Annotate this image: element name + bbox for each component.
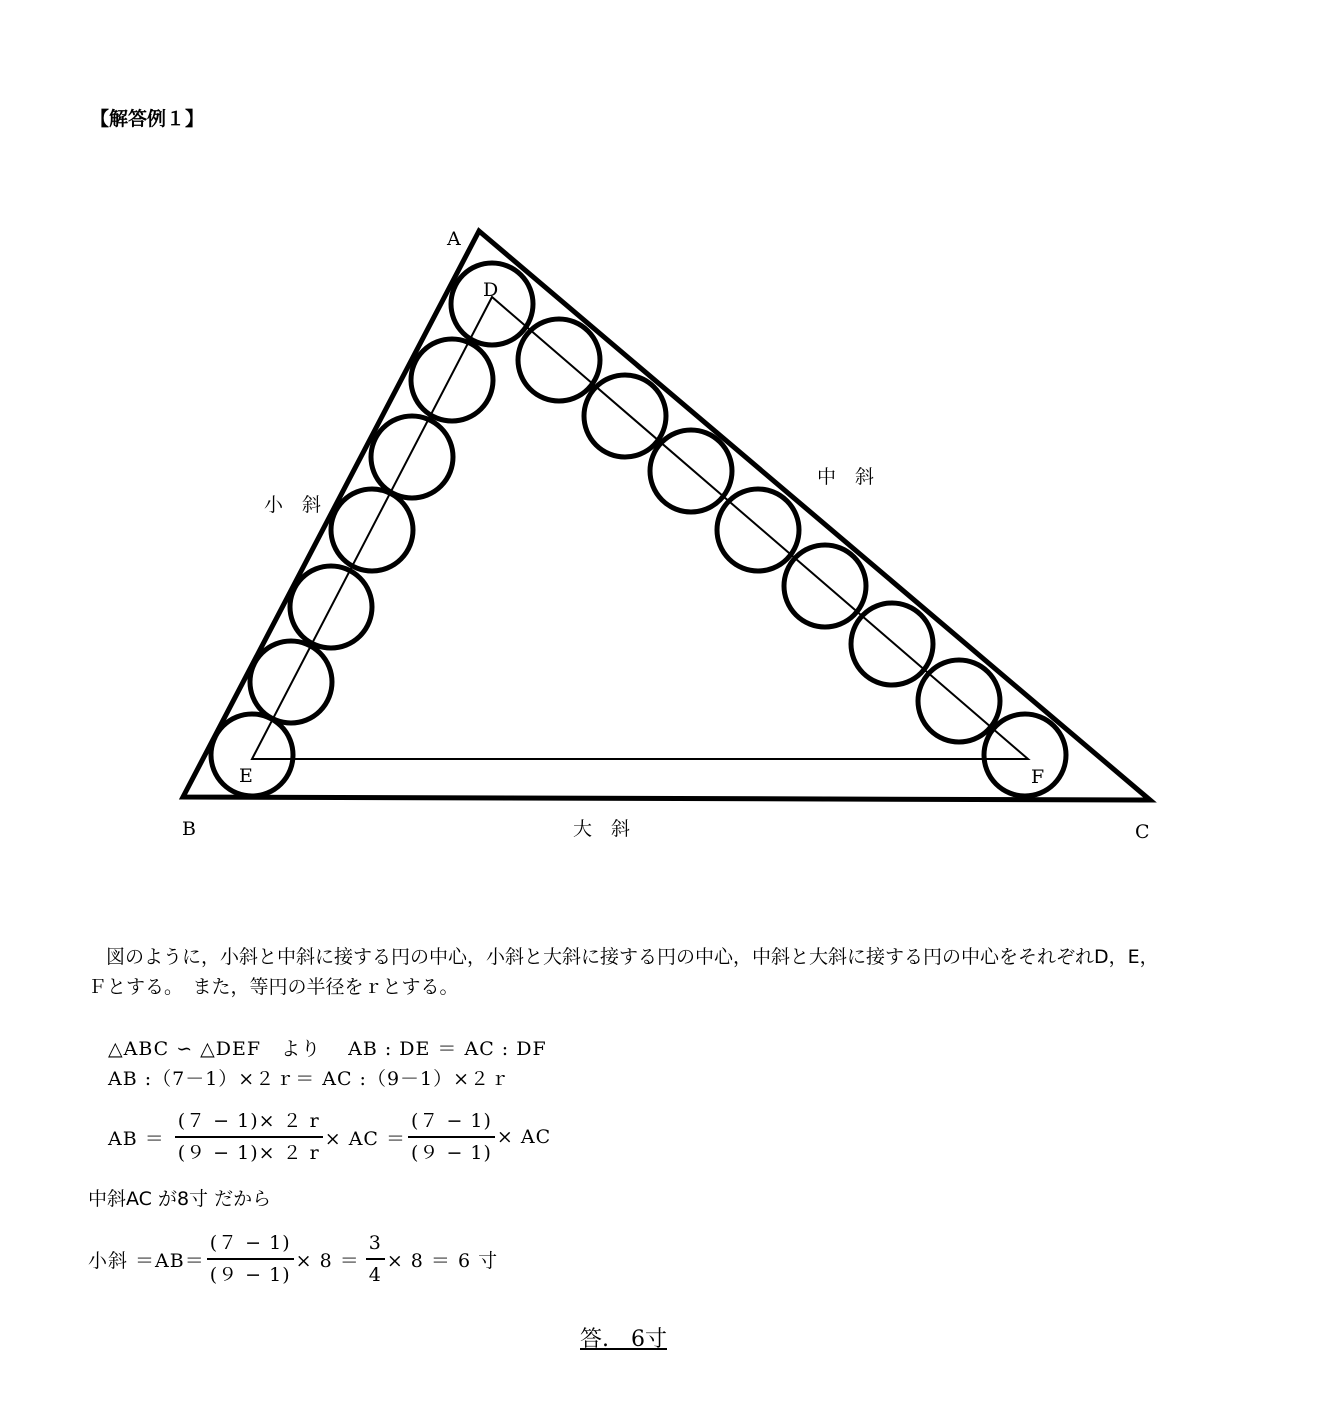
circle-ac-6 [851,603,933,685]
times-ac: × AC [496,1126,552,1148]
label-d: D [483,279,499,301]
fraction-2-numerator: (７ − 1) [408,1108,495,1138]
fraction-3-numerator: (７ − 1) [207,1230,294,1260]
fraction-2-denominator: (９ − 1) [411,1142,492,1164]
label-a: A [447,228,461,250]
circle-ac-7 [918,660,1000,742]
label-f: F [1031,766,1045,788]
fraction-4-numerator: 3 [366,1230,385,1260]
circle-ac-2 [584,375,666,457]
circle-f [984,714,1066,796]
circle-ac-3 [650,430,732,512]
ab-lhs: AB ＝ [108,1127,165,1150]
label-large-side: 大 斜 [573,818,631,840]
ratio-line: AB :（7－1）×２ｒ＝ AC :（9－1）×２ｒ [108,1068,511,1090]
text-line-2: Ｆとする。 また，等円の半径をｒとする。 [88,976,459,998]
label-c: C [1135,821,1150,843]
times-8-eq: × 8 ＝ [295,1249,360,1272]
circle-ac-5 [784,545,866,627]
small-side-equation [88,1230,498,1288]
text-line-1: 図のように，小斜と中斜に接する円の中心，小斜と大斜に接する円の中心，中斜と大斜に接する円の中心をそれぞれD，E， [106,946,1159,968]
answer: 答. 6寸 [580,1327,667,1352]
label-middle-side: 中 斜 [817,466,875,488]
label-b: B [182,818,196,840]
fraction-4 [366,1230,385,1288]
fraction-1-denominator: (９ − 1)× ２ r [177,1142,320,1164]
circle-ab-1 [411,339,493,421]
fraction-4-denominator: 4 [368,1264,382,1286]
fraction-2 [408,1108,495,1166]
circle-ac-4 [717,489,799,571]
similar-triangles-line: △ABC ∽ △DEF より AB : DE ＝ AC : DF [108,1038,547,1060]
label-small-side: 小 斜 [264,494,322,516]
circle-d [451,263,533,345]
circle-ac-1 [518,319,600,401]
circle-ab-2 [371,416,453,498]
ab-equation [108,1108,551,1166]
fraction-1-numerator: (７ − 1)× ２ r [175,1108,323,1138]
fraction-3-denominator: (９ − 1) [209,1264,291,1286]
heading: 【解答例１】 [90,108,205,130]
result: × 8 ＝ 6 寸 [386,1249,499,1272]
triangle-abc [183,231,1150,800]
times-ac-eq: × AC ＝ [324,1127,406,1150]
label-e: E [239,765,253,787]
given-line: 中斜AC が8寸 だから [88,1188,272,1210]
small-lhs: 小斜 ＝AB＝ [88,1249,205,1272]
fraction-3 [207,1230,294,1288]
fraction-1 [175,1108,323,1166]
